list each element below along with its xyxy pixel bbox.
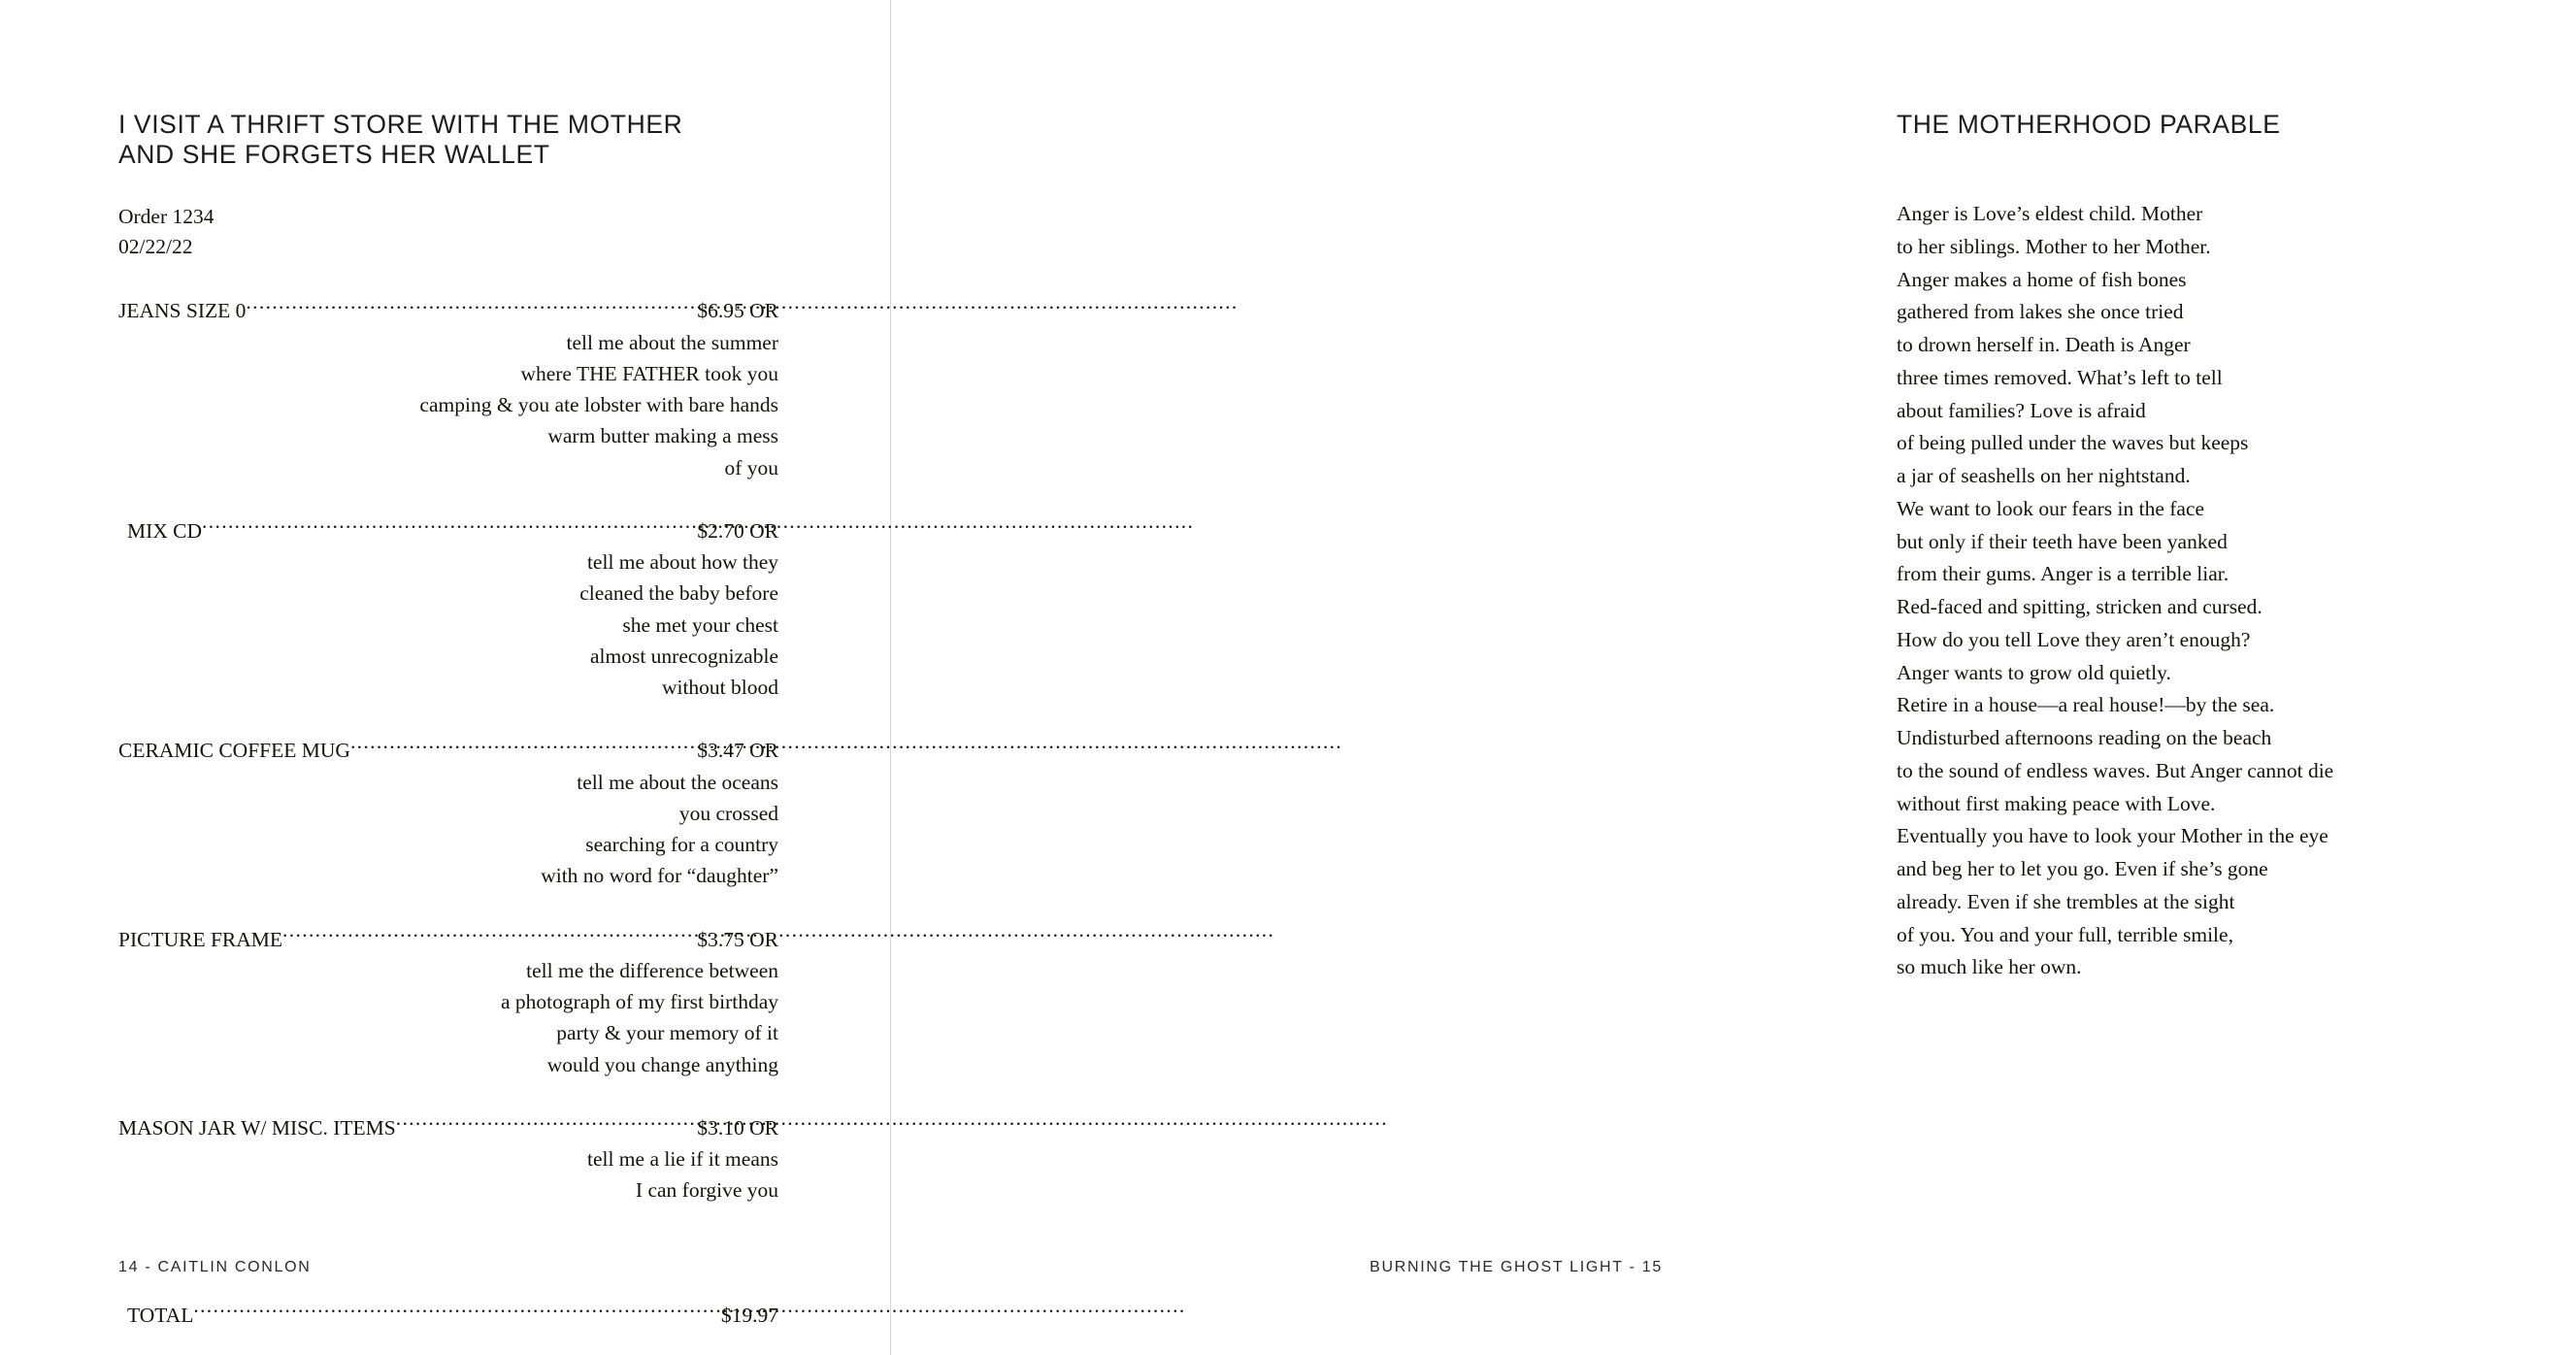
page-title: I VISIT A THRIFT STORE WITH THE MOTHER AND SHE FORGETS HER WALLET	[118, 110, 683, 169]
poem-line: Anger makes a home of fish bones	[1897, 267, 2187, 291]
verse-line: I can forgive you	[635, 1178, 778, 1203]
receipt-item-line	[118, 1112, 778, 1143]
poem-line: to drown herself in. Death is Anger	[1897, 333, 2191, 356]
receipt-total-price: $19.97	[720, 1303, 778, 1327]
poem-line: Anger is Love’s eldest child. Mother	[1897, 202, 2203, 225]
receipt-item	[118, 735, 778, 891]
poem-line: from their gums. Anger is a terrible liar.	[1897, 562, 2229, 586]
verse-line: cleaned the baby before	[579, 581, 778, 606]
receipt-item-verse	[118, 546, 778, 703]
poem-line: to her siblings. Mother to her Mother.	[1897, 234, 2211, 258]
receipt-item-price: $3.47 OR	[697, 739, 778, 763]
right-page	[891, 0, 2334, 1355]
verse-line: you crossed	[678, 801, 778, 825]
verse-line: tell me a lie if it means	[586, 1147, 778, 1172]
poem-line: Undisturbed afternoons reading on the beach	[1897, 726, 2272, 749]
folio-left: 14 - CAITLIN CONLON	[118, 1259, 312, 1275]
receipt-item-line	[118, 515, 778, 546]
poem-line: gathered from lakes she once tried	[1897, 300, 2184, 324]
receipt-item	[118, 1112, 778, 1206]
poem-line: three times removed. What’s left to tell	[1897, 365, 2223, 389]
poem-line: about families? Love is afraid	[1897, 398, 2146, 422]
order-meta	[118, 202, 778, 262]
poem-line: but only if their teeth have been yanked	[1897, 529, 2228, 553]
order-number: Order 1234	[118, 205, 215, 228]
receipt-item	[118, 295, 778, 483]
poem-line: of you. You and your full, terrible smile,	[1897, 922, 2233, 946]
receipt-item-line	[118, 735, 778, 766]
receipt-item-name: MASON JAR W/ MISC. ITEMS	[118, 1115, 396, 1140]
receipt-item-verse	[118, 955, 778, 1080]
verse-line: warm butter making a mess	[547, 424, 778, 448]
poem-line: to the sound of endless waves. But Anger cannot die	[1897, 758, 2334, 782]
verse-line: she met your chest	[622, 612, 778, 637]
poem-line: Retire in a house—a real house!—by the sea.	[1897, 693, 2275, 717]
dot-leader	[282, 925, 697, 946]
receipt-body	[118, 202, 778, 1331]
verse-line: camping & you ate lobster with bare hands	[419, 393, 778, 417]
receipt-item-line	[118, 295, 778, 326]
verse-line: where THE FATHER took you	[520, 361, 778, 385]
verse-line: tell me about the oceans	[577, 770, 778, 794]
poem-line: of being pulled under the waves but keeps	[1897, 431, 2249, 455]
verse-line: a photograph of my first birthday	[500, 990, 778, 1014]
receipt-item-verse	[118, 1143, 778, 1206]
verse-line: tell me about the summer	[566, 330, 778, 354]
page-title: THE MOTHERHOOD PARABLE	[1897, 110, 2281, 139]
poem-line: so much like her own.	[1897, 955, 2082, 979]
poem-line: without first making peace with Love.	[1897, 791, 2216, 815]
receipt-items	[118, 295, 778, 1331]
poem-body	[1897, 198, 2576, 984]
order-date: 02/22/22	[118, 235, 193, 259]
poem-line: Anger wants to grow old quietly.	[1897, 660, 2171, 684]
poem-line: already. Even if she trembles at the sight	[1897, 889, 2235, 913]
receipt-item-price: $6.95 OR	[697, 299, 778, 323]
verse-line: tell me the difference between	[526, 958, 778, 982]
poem-line: We want to look our fears in the face	[1897, 496, 2205, 520]
verse-line: almost unrecognizable	[589, 644, 778, 668]
poem-line: and beg her to let you go. Even if she’s gone	[1897, 857, 2268, 880]
verse-line: with no word for “daughter”	[541, 864, 778, 888]
poem-line: Eventually you have to look your Mother in the eye	[1897, 824, 2328, 848]
receipt-item-price: $2.70 OR	[697, 518, 778, 543]
folio-right: BURNING THE GHOST LIGHT - 15	[1370, 1259, 1663, 1275]
dot-leader	[246, 297, 697, 318]
dot-leader	[202, 516, 697, 538]
dot-leader	[350, 737, 697, 758]
receipt-item-name: JEANS SIZE 0	[118, 299, 247, 323]
verse-line: would you change anything	[546, 1052, 778, 1076]
left-page	[0, 0, 890, 1355]
receipt-item-price: $3.75 OR	[697, 927, 778, 951]
verse-line: party & your memory of it	[556, 1021, 778, 1045]
receipt-item-price: $3.10 OR	[697, 1115, 778, 1140]
receipt-item-line	[118, 924, 778, 955]
receipt-item	[118, 924, 778, 1080]
poem-line: How do you tell Love they aren’t enough?	[1897, 627, 2251, 651]
receipt-item-verse	[118, 767, 778, 892]
verse-line: of you	[724, 455, 778, 479]
dot-leader	[396, 1113, 698, 1135]
verse-line: tell me about how they	[586, 550, 778, 575]
verse-line: searching for a country	[585, 833, 778, 857]
poem-line: a jar of seashells on her nightstand.	[1897, 464, 2191, 487]
receipt-total-label: TOTAL	[127, 1303, 194, 1327]
receipt-item-name: MIX CD	[127, 518, 203, 543]
verse-line: without blood	[661, 676, 778, 700]
receipt-item-verse	[118, 327, 778, 483]
receipt-item-name: CERAMIC COFFEE MUG	[118, 739, 350, 763]
poem-line: Red-faced and spitting, stricken and cursed.	[1897, 595, 2262, 618]
receipt-item	[118, 515, 778, 704]
receipt-item-name: PICTURE FRAME	[118, 927, 283, 951]
